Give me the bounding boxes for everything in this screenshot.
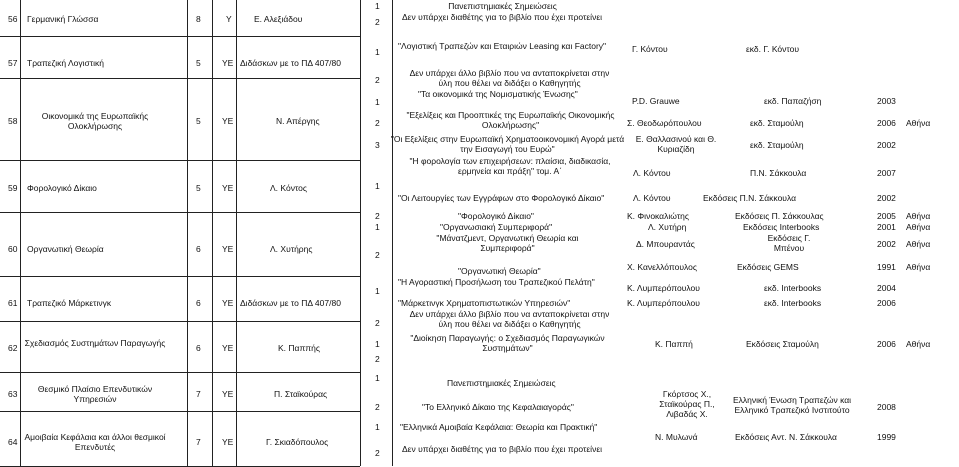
grid-line [0,321,360,322]
book-title: "Οι Λειτουργίες των Εγγράφων στο Φορολογικό Δίκαιο" [398,193,605,203]
book-publisher: Εκδόσεις Σταμούλη [746,339,819,349]
course-semester: 6 [196,343,201,353]
book-city: Αθήνα [906,211,931,221]
book-title: "Εξελίξεις και Προοπτικές της Ευρωπαϊκής Οικονομικής Ολοκλήρωσης" [406,110,615,130]
book-number: 2 [375,211,380,221]
book-year: 2003 [877,96,896,106]
course-number: 58 [8,116,18,126]
book-city: Αθήνα [906,222,931,232]
book-number: 2 [375,17,380,27]
grid-line [0,372,360,373]
course-type: ΥΕ [222,244,234,254]
book-title: Πανεπιστημιακές Σημειώσεις [447,378,556,388]
course-name: Θεσμικό Πλαίσιο Επενδυτικών Υπηρεσιών [37,384,153,404]
book-number: 3 [375,140,380,150]
course-type: ΥΕ [222,298,234,308]
book-author: Κ. Λυμπερόπουλου [627,283,700,293]
course-teacher: Διδάσκων με το ΠΔ 407/80 [240,58,341,68]
course-name: Οικονομικά της Ευρωπαϊκής Ολοκλήρωσης [41,111,149,131]
book-title: Δεν υπάρχει άλλο βιβλίο που να ανταποκρίνεται στην ύλη που θέλει να διδάξει ο Καθηγητής [409,309,610,329]
course-teacher: Γ. Σκιαδόπουλος [266,437,329,447]
book-author: Κ. Λυμπερόπουλου [627,298,700,308]
book-year: 1991 [877,262,896,272]
book-number: 2 [375,250,380,260]
book-title: "Η φορολογία των επιχειρήσεων: πλαίσια, διαδικασία, ερμηνεία και πράξη" τομ. Α΄ [409,156,611,176]
book-publisher: Εκδόσεις Interbooks [743,222,820,232]
course-teacher: Ν. Απέργης [276,116,320,126]
book-author: Λ. Κόντου [633,168,671,178]
book-title: Δεν υπάρχει διαθέτης για το βιβλίο που έχει προτείνει [402,12,602,22]
book-publisher: Ελληνική Ένωση Τραπεζών και Ελληνικό Τραπεζικό Ινστιτούτο [732,395,852,415]
book-publisher: εκδ. Γ. Κόντου [746,44,800,54]
book-publisher: Εκδόσεις Π. Σάκκουλας [735,211,824,221]
book-number: 2 [375,318,380,328]
book-number: 1 [375,422,380,432]
course-number: 59 [8,183,18,193]
book-year: 2007 [877,168,896,178]
book-title: Δεν υπάρχει άλλο βιβλίο που να ανταποκρίνεται στην ύλη που θέλει να διδάξει ο Καθηγητής [409,68,610,88]
book-author: Γκόρτσος Χ., Σταϊκούρας Π., Λιβαδάς Χ. [659,389,715,419]
book-number: 1 [375,1,380,11]
grid-line [0,78,360,79]
course-semester: 5 [196,58,201,68]
book-publisher: εκδ. Σταμούλη [750,140,804,150]
book-publisher: Εκδόσεις Αντ. Ν. Σάκκουλα [735,432,837,442]
book-year: 2006 [877,339,896,349]
book-year: 2006 [877,118,896,128]
book-author: Κ. Παππή [655,339,693,349]
book-title: "Η Αγοραστική Προσήλωση του Τραπεζικού Πελάτη" [398,277,595,287]
book-city: Αθήνα [906,118,931,128]
book-title: "Τα οικονομικά της Νομισματικής Ένωσης" [418,89,578,99]
book-number: 2 [375,402,380,412]
book-title: "Οργανωτική Θεωρία" [458,266,541,276]
book-year: 1999 [877,432,896,442]
book-year: 2006 [877,298,896,308]
grid-line [0,160,360,161]
book-number: 1 [375,181,380,191]
course-number: 57 [8,58,18,68]
book-year: 2004 [877,283,896,293]
book-number: 1 [375,97,380,107]
course-number: 60 [8,244,18,254]
book-author: Χ. Κανελλόπουλος [627,262,697,272]
book-number: 2 [375,354,380,364]
book-title: "Το Ελληνικό Δίκαιο της Κεφαλαιαγοράς" [422,402,574,412]
book-author: Ν. Μυλωνά [655,432,698,442]
book-city: Αθήνα [906,339,931,349]
book-year: 2002 [877,140,896,150]
book-number: 1 [375,339,380,349]
course-name: Αμοιβαία Κεφάλαια και άλλοι θεσμικοί Επενδυτές [24,432,166,452]
book-title: "Ελληνικά Αμοιβαία Κεφάλαια: Θεωρία και Πρακτική" [400,422,598,432]
book-year: 2005 [877,211,896,221]
course-type: ΥΕ [222,389,234,399]
course-semester: 7 [196,437,201,447]
book-author: Ε. Θαλλασινού και Θ. Κυριαζίδη [635,134,717,154]
grid-line [236,0,237,466]
book-author: P.D. Grauwe [632,96,680,106]
book-title: "Διοίκηση Παραγωγής: ο Σχεδιασμός Παραγωγικών Συστημάτων" [410,333,605,353]
book-title: "Φορολογικό Δίκαιο" [458,211,534,221]
book-publisher: εκδ. Παπαζήση [764,96,822,106]
book-number: 1 [375,286,380,296]
course-name: Τραπεζική Λογιστική [27,58,104,68]
book-publisher: Εκδόσεις Γ. Μπένου [767,233,811,253]
book-number: 2 [375,75,380,85]
book-publisher: Π.Ν. Σάκκουλα [750,168,807,178]
course-type: ΥΕ [222,183,234,193]
course-teacher: Κ. Παππής [278,343,320,353]
course-semester: 6 [196,244,201,254]
course-type: ΥΕ [222,343,234,353]
book-author: Λ. Κόντου [633,193,671,203]
book-author: Δ. Μπουραντάς [636,239,695,249]
book-title: Πανεπιστημιακές Σημειώσεις [448,1,557,11]
course-type: ΥΕ [222,58,234,68]
book-title: "Μάνατζμεντ, Οργανωτική Θεωρία και Συμπεριφορά" [436,233,579,253]
course-type: ΥΕ [222,116,234,126]
course-number: 62 [8,343,18,353]
course-teacher: Ε. Αλεξιάδου [254,14,303,24]
course-teacher: Διδάσκων με το ΠΔ 407/80 [240,298,341,308]
course-number: 63 [8,389,18,399]
grid-line [360,0,361,466]
course-type: ΥΕ [222,437,234,447]
book-title: "Οργανωσιακή Συμπεριφορά" [440,222,553,232]
book-number: 1 [375,47,380,57]
grid-line [0,36,360,37]
course-teacher: Λ. Χυτήρης [270,244,313,254]
course-number: 61 [8,298,18,308]
book-number: 1 [375,222,380,232]
book-year: 2002 [877,239,896,249]
course-name: Φορολογικό Δίκαιο [27,183,97,193]
book-number: 2 [375,448,380,458]
grid-line [187,0,188,466]
book-number: 2 [375,118,380,128]
book-title: "Οι Εξελίξεις στην Ευρωπαϊκή Χρηματοοικονομική Αγορά μετά την Εισαγωγή του Ευρώ" [390,134,625,154]
book-publisher: εκδ. Interbooks [764,283,822,293]
course-semester: 5 [196,116,201,126]
book-title: Δεν υπάρχει διαθέτης για το βιβλίο που έχει προτείνει [402,444,602,454]
course-name: Γερμανική Γλώσσα [27,14,99,24]
course-semester: 6 [196,298,201,308]
course-semester: 8 [196,14,201,24]
book-year: 2001 [877,222,896,232]
book-author: Κ. Φινοκαλιώτης [627,211,689,221]
course-name: Σχεδιασμός Συστημάτων Παραγωγής [24,338,166,348]
grid-line [0,276,360,277]
grid-line [0,212,360,213]
book-year: 2008 [877,402,896,412]
course-number: 56 [8,14,18,24]
book-title: "Μάρκετινγκ Χρηματοπιστωτικών Υπηρεσιών" [398,298,571,308]
book-year: 2002 [877,193,896,203]
grid-line [392,0,393,466]
course-type: Υ [226,14,232,24]
book-publisher: Εκδόσεις GEMS [737,262,799,272]
book-publisher: Εκδόσεις Π.Ν. Σάκκουλα [703,193,796,203]
course-semester: 7 [196,389,201,399]
book-number: 1 [375,373,380,383]
book-author: Γ. Κόντου [632,44,668,54]
book-title: "Λογιστική Τραπεζών και Εταιριών Leasing και Factory" [398,41,607,51]
course-number: 64 [8,437,18,447]
course-name: Τραπεζικό Μάρκετινγκ [27,298,112,308]
book-publisher: εκδ. Σταμούλη [750,118,804,128]
book-city: Αθήνα [906,262,931,272]
book-author: Σ. Θεοδωρόπουλου [627,118,702,128]
course-teacher: Λ. Κόντος [270,183,308,193]
course-name: Οργανωτική Θεωρία [27,244,104,254]
grid-line [212,0,213,466]
book-author: Λ. Χυτήρη [648,222,687,232]
grid-line [0,411,360,412]
book-publisher: εκδ. Interbooks [764,298,822,308]
course-semester: 5 [196,183,201,193]
course-teacher: Π. Σταϊκούρας [274,389,328,399]
book-city: Αθήνα [906,239,931,249]
